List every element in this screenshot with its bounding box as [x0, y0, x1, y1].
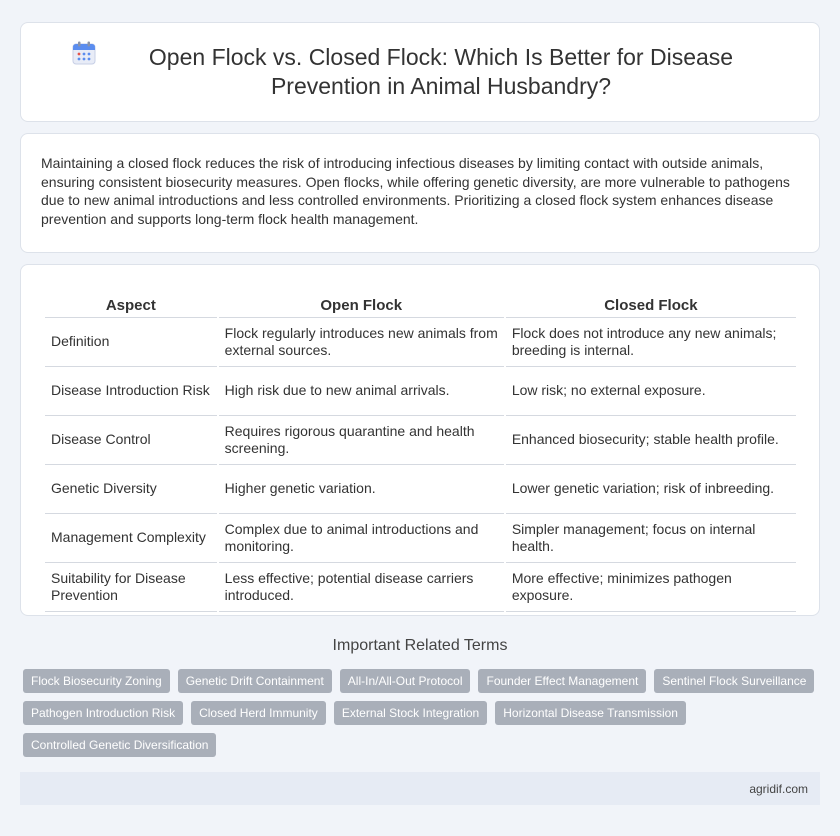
term-tag[interactable]: External Stock Integration	[334, 701, 487, 725]
row-open-flock: Requires rigorous quarantine and health screening.	[219, 416, 504, 465]
term-tag[interactable]: Founder Effect Management	[478, 669, 646, 693]
row-aspect: Genetic Diversity	[45, 465, 217, 514]
related-terms-title: Important Related Terms	[332, 637, 508, 654]
table-row	[45, 465, 796, 514]
row-open-flock: Higher genetic variation.	[219, 465, 504, 514]
term-tag[interactable]: Flock Biosecurity Zoning	[23, 669, 170, 693]
row-closed-flock: More effective; minimizes pathogen exposure.	[506, 563, 796, 612]
table-row	[45, 416, 796, 465]
row-closed-flock: Simpler management; focus on internal health.	[506, 514, 796, 563]
table-row	[45, 318, 796, 367]
term-tag[interactable]: Sentinel Flock Surveillance	[654, 669, 814, 693]
row-open-flock: Complex due to animal introductions and monitoring.	[219, 514, 504, 563]
term-tag[interactable]: Controlled Genetic Diversification	[23, 733, 216, 757]
term-tag[interactable]: Pathogen Introduction Risk	[23, 701, 183, 725]
table-row	[45, 563, 796, 612]
row-open-flock: Flock regularly introduces new animals from external sources.	[219, 318, 504, 367]
header-closed-flock: Closed Flock	[506, 294, 796, 318]
row-closed-flock: Lower genetic variation; risk of inbreeding.	[506, 465, 796, 514]
table-row	[45, 514, 796, 563]
header-open-flock: Open Flock	[219, 294, 504, 318]
term-tag[interactable]: All-In/All-Out Protocol	[340, 669, 471, 693]
term-tag[interactable]: Horizontal Disease Transmission	[495, 701, 686, 725]
row-aspect: Definition	[45, 318, 217, 367]
calendar-icon	[70, 39, 98, 67]
row-open-flock: Less effective; potential disease carriers introduced.	[219, 563, 504, 612]
term-tag[interactable]: Genetic Drift Containment	[178, 669, 332, 693]
table-header-row	[45, 294, 796, 318]
row-closed-flock: Low risk; no external exposure.	[506, 367, 796, 416]
row-closed-flock: Enhanced biosecurity; stable health profile.	[506, 416, 796, 465]
table-row	[45, 367, 796, 416]
row-closed-flock: Flock does not introduce any new animals; breeding is internal.	[506, 318, 796, 367]
term-tag[interactable]: Closed Herd Immunity	[191, 701, 326, 725]
summary-text: Maintaining a closed flock reduces the risk of introducing infectious diseases by limiting contact with outside animals, ensuring consistent biosecurity measures. Open flocks, while offering genetic diversity, are more vulnerable to pathogens due to new animal introductions and less controlled environments. Prioritizing a closed flock system enhances disease prevention and supports long-term flock health management.	[41, 155, 790, 227]
row-aspect: Disease Introduction Risk	[45, 367, 217, 416]
page-title: Open Flock vs. Closed Flock: Which Is Better for Disease Prevention in Animal Husbandry?	[148, 44, 734, 99]
comparison-table-card	[20, 264, 820, 616]
comparison-table	[43, 294, 798, 612]
row-aspect: Suitability for Disease Prevention	[45, 563, 217, 612]
row-aspect: Management Complexity	[45, 514, 217, 563]
related-terms-list	[23, 669, 823, 765]
title-wrap	[70, 43, 770, 101]
row-aspect: Disease Control	[45, 416, 217, 465]
header-aspect: Aspect	[45, 294, 217, 318]
footer	[20, 772, 820, 805]
header-card	[20, 22, 820, 122]
summary-card	[20, 133, 820, 253]
row-open-flock: High risk due to new animal arrivals.	[219, 367, 504, 416]
footer-site-link[interactable]: agridif.com	[749, 781, 808, 796]
